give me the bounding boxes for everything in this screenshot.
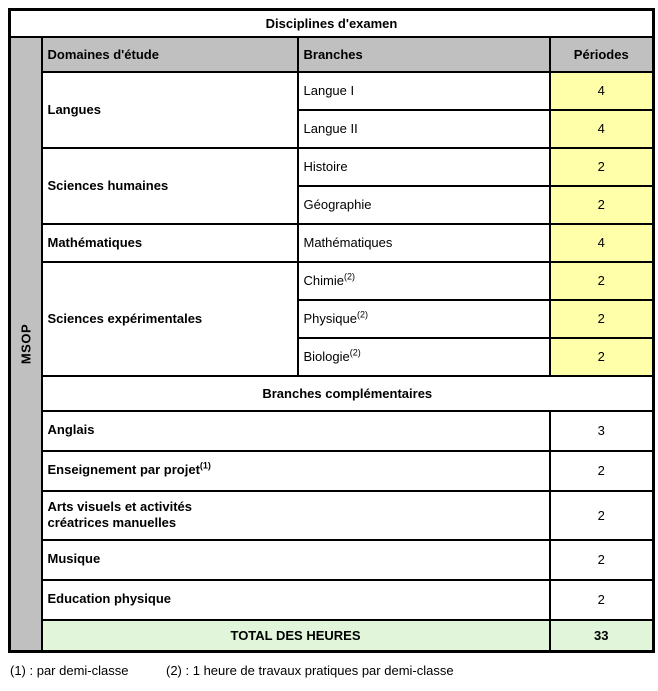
periods-cell-histoire: 2 bbox=[550, 148, 654, 186]
complementary-section-title: Branches complémentaires bbox=[42, 376, 654, 411]
periods-cell-anglais: 3 bbox=[550, 411, 654, 451]
comp-label-arts-visuels bbox=[42, 491, 550, 540]
branch-name: Langue I bbox=[303, 83, 355, 98]
branch-cell-histoire bbox=[298, 148, 550, 186]
periods-cell-education-physique: 2 bbox=[550, 580, 654, 620]
branch-name: Histoire bbox=[303, 159, 348, 174]
periods-cell-geographie: 2 bbox=[550, 186, 654, 224]
col-header-periodes: Périodes bbox=[550, 37, 654, 72]
periods-cell-langue-1: 4 bbox=[550, 72, 654, 110]
comp-label-line: Education physique bbox=[47, 591, 172, 607]
footnote-1: (1) : par demi-classe bbox=[10, 663, 129, 678]
branch-cell-langue-2 bbox=[298, 110, 550, 148]
exam-row bbox=[10, 224, 654, 262]
domain-cell-mathematiques: Mathématiques bbox=[42, 224, 298, 262]
periods-cell-physique: 2 bbox=[550, 300, 654, 338]
msop-side-cell bbox=[10, 37, 42, 652]
footnote-ref: (2) bbox=[343, 271, 355, 282]
periods-cell-mathematiques: 4 bbox=[550, 224, 654, 262]
complementary-row bbox=[10, 491, 654, 540]
comp-label-line: Anglais bbox=[47, 422, 95, 438]
exam-disciplines-table bbox=[8, 8, 655, 653]
periods-cell-biologie: 2 bbox=[550, 338, 654, 376]
comp-label-line: Enseignement par projet$^{(1)}$ bbox=[47, 461, 211, 478]
complementary-row bbox=[10, 411, 654, 451]
comp-label-education-physique bbox=[42, 580, 550, 620]
total-label-cell: TOTAL DES HEURES bbox=[42, 620, 550, 652]
branch-cell-physique bbox=[298, 300, 550, 338]
periods-cell-enseignement-projet: 2 bbox=[550, 451, 654, 491]
total-value-cell: 33 bbox=[550, 620, 654, 652]
branch-cell-chimie bbox=[298, 262, 550, 300]
comp-label-line: Musique bbox=[47, 551, 101, 567]
branch-cell-biologie bbox=[298, 338, 550, 376]
exam-row bbox=[10, 72, 654, 110]
periods-cell-arts-visuels: 2 bbox=[550, 491, 654, 540]
domain-cell-sciences-experimentales: Sciences expérimentales bbox=[42, 262, 298, 376]
footnote-ref: (1) bbox=[199, 461, 211, 472]
periods-cell-langue-2: 4 bbox=[550, 110, 654, 148]
exam-row bbox=[10, 148, 654, 186]
footnotes bbox=[10, 663, 454, 678]
msop-side-label: MSOP bbox=[18, 323, 34, 364]
branch-cell-geographie bbox=[298, 186, 550, 224]
branch-name: Physique bbox=[303, 311, 357, 326]
table-title: Disciplines d'examen bbox=[10, 10, 654, 37]
column-header-row bbox=[10, 37, 654, 72]
title-row bbox=[10, 10, 654, 37]
comp-label-enseignement-projet bbox=[42, 451, 550, 491]
col-header-branches: Branches bbox=[298, 37, 550, 72]
comp-label-line: Arts visuels et activités bbox=[47, 498, 193, 514]
periods-cell-musique: 2 bbox=[550, 540, 654, 580]
complementary-row bbox=[10, 451, 654, 491]
comp-label-musique bbox=[42, 540, 550, 580]
col-header-domaines: Domaines d'étude bbox=[42, 37, 298, 72]
domain-cell-langues: Langues bbox=[42, 72, 298, 148]
branch-name: Langue II bbox=[303, 121, 358, 136]
footnote-ref: (2) bbox=[356, 309, 368, 320]
branch-cell-langue-1 bbox=[298, 72, 550, 110]
branch-name: Biologie bbox=[303, 349, 350, 364]
domain-cell-sciences-humaines: Sciences humaines bbox=[42, 148, 298, 224]
complementary-header-row bbox=[10, 376, 654, 411]
complementary-row bbox=[10, 540, 654, 580]
complementary-row bbox=[10, 580, 654, 620]
branch-name: Mathématiques bbox=[303, 235, 393, 250]
periods-cell-chimie: 2 bbox=[550, 262, 654, 300]
footnote-2: (2) : 1 heure de travaux pratiques par demi-classe bbox=[166, 663, 454, 678]
comp-label-line: créatrices manuelles bbox=[47, 515, 177, 530]
exam-row bbox=[10, 262, 654, 300]
comp-label-anglais bbox=[42, 411, 550, 451]
branch-cell-mathematiques bbox=[298, 224, 550, 262]
branch-name: Géographie bbox=[303, 197, 372, 212]
total-row bbox=[10, 620, 654, 652]
footnote-ref: (2) bbox=[349, 347, 361, 358]
branch-name: Chimie bbox=[303, 273, 344, 288]
